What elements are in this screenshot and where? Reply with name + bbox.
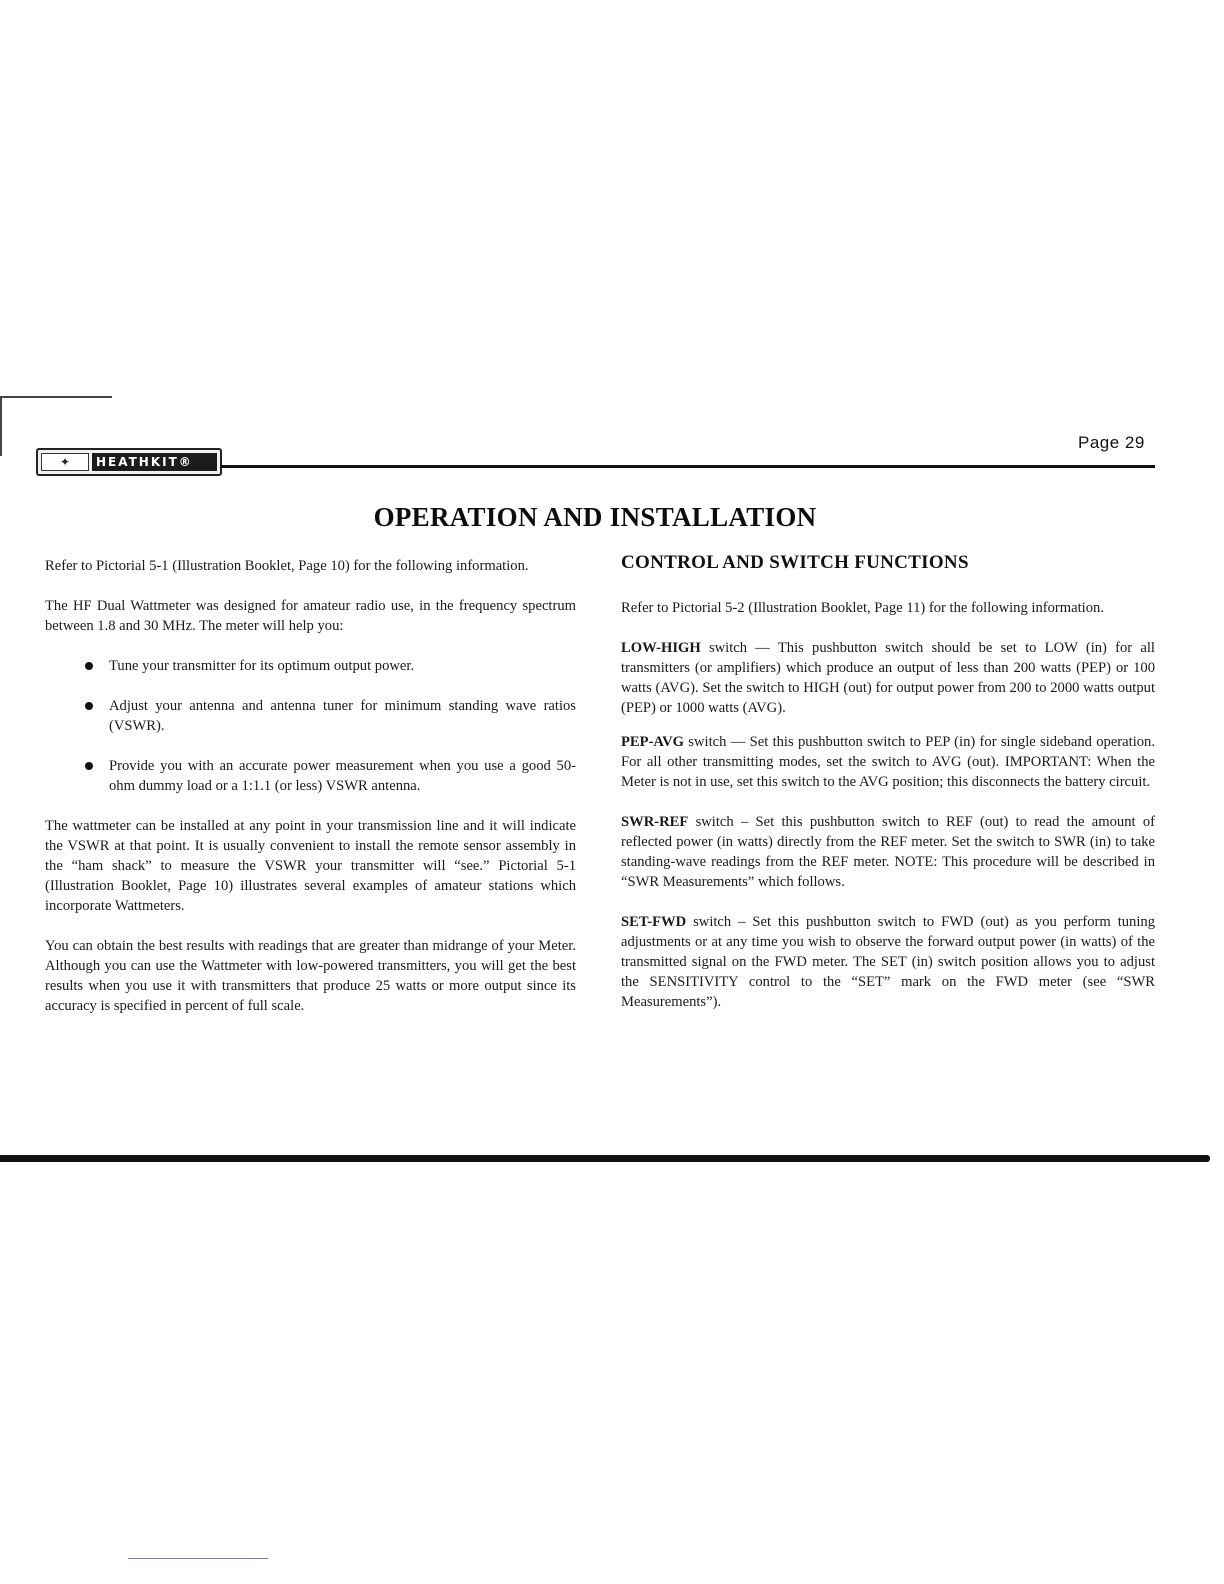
bullet-icon (85, 702, 93, 710)
page-number: Page 29 (1078, 433, 1145, 452)
switch-swr-ref: SWR-REF switch – Set this pushbutton switch to REF (out) to read the amount of reflected power (in watts) directly from the REF meter. Set the switch to SWR (in) to take standing-wave readings from the REF meter. NOTE: This procedure will be described in “SWR Measurements” which follows. (621, 814, 1155, 890)
intro-paragraph: Refer to Pictorial 5-1 (Illustration Booklet, Page 10) for the following information. (45, 558, 529, 574)
switch-set-fwd: SET-FWD switch – Set this pushbutton switch to FWD (out) as you perform tuning adjustments or at any time you wish to observe the forward output power (in watts) of the transmitted signal on the FWD meter. The SET (in) switch position allows you to adjust the SENSITIVITY control to the “SET” mark on the FWD meter (see “SWR Measurements”). (621, 914, 1155, 1010)
list-item: Provide you with an accurate power measurement when you use a good 50-ohm dummy load or a 1:1.1 (or less) VSWR antenna. (45, 756, 576, 796)
switch-low-high: LOW-HIGH switch — This pushbutton switch should be set to LOW (in) for all transmitters (or amplifiers) which produce an output of less than 200 watts (PEP) or 100 watts (AVG). Set the switch to HIGH (out) for output power from 200 to 2000 watts output (PEP) or 1000 watts (AVG). (621, 640, 1155, 716)
header-rule (220, 465, 1155, 468)
page-title: OPERATION AND INSTALLATION (373, 502, 817, 532)
bullet-icon (85, 662, 93, 670)
logo-emblem-icon: ✦ (41, 453, 89, 471)
list-item: Adjust your antenna and antenna tuner for minimum standing wave ratios (VSWR). (45, 696, 576, 736)
right-column (621, 598, 1155, 1012)
section-intro: Refer to Pictorial 5-2 (Illustration Booklet, Page 11) for the following information. (621, 600, 1104, 616)
heathkit-logo (36, 448, 222, 476)
corner-mark-vertical (0, 396, 2, 456)
installation-paragraph: The wattmeter can be installed at any point in your transmission line and it will indicate the VSWR at that point. It is usually convenient to install the remote sensor assembly in the “ham shack” to measure the VSWR your transmitter will “see.” Pictorial 5-1 (Illustration Booklet, Page 10) illustrates several examples of amateur stations which incorporate Wattmeters. (45, 818, 576, 914)
corner-mark-horizontal (0, 396, 112, 398)
switch-pep-avg: PEP-AVG switch — Set this pushbutton switch to PEP (in) for single sideband operation. For all other transmitting modes, set the switch to AVG (out). IMPORTANT: When the Meter is not in use, set this switch to the AVG position; this disconnects the battery circuit. (621, 734, 1155, 790)
list-item: Tune your transmitter for its optimum output power. (45, 656, 576, 676)
bullet-icon (85, 762, 93, 770)
description-paragraph: The HF Dual Wattmeter was designed for amateur radio use, in the frequency spectrum between 1.8 and 30 MHz. The meter will help you: (45, 598, 576, 634)
results-paragraph: You can obtain the best results with readings that are greater than midrange of your Meter. Although you can use the Wattmeter with low-powered transmitters, you will get the best results when you use it with transmitters that produce 25 watts or more output since its accuracy is specified in percent of full scale. (45, 938, 576, 1014)
logo-text: HEATHKIT® (92, 453, 217, 471)
benefit-list (45, 656, 576, 796)
footer-rule (0, 1155, 1210, 1162)
scan-artifact-line (128, 1558, 268, 1559)
section-heading: CONTROL AND SWITCH FUNCTIONS (621, 552, 969, 573)
left-column (45, 556, 576, 1016)
